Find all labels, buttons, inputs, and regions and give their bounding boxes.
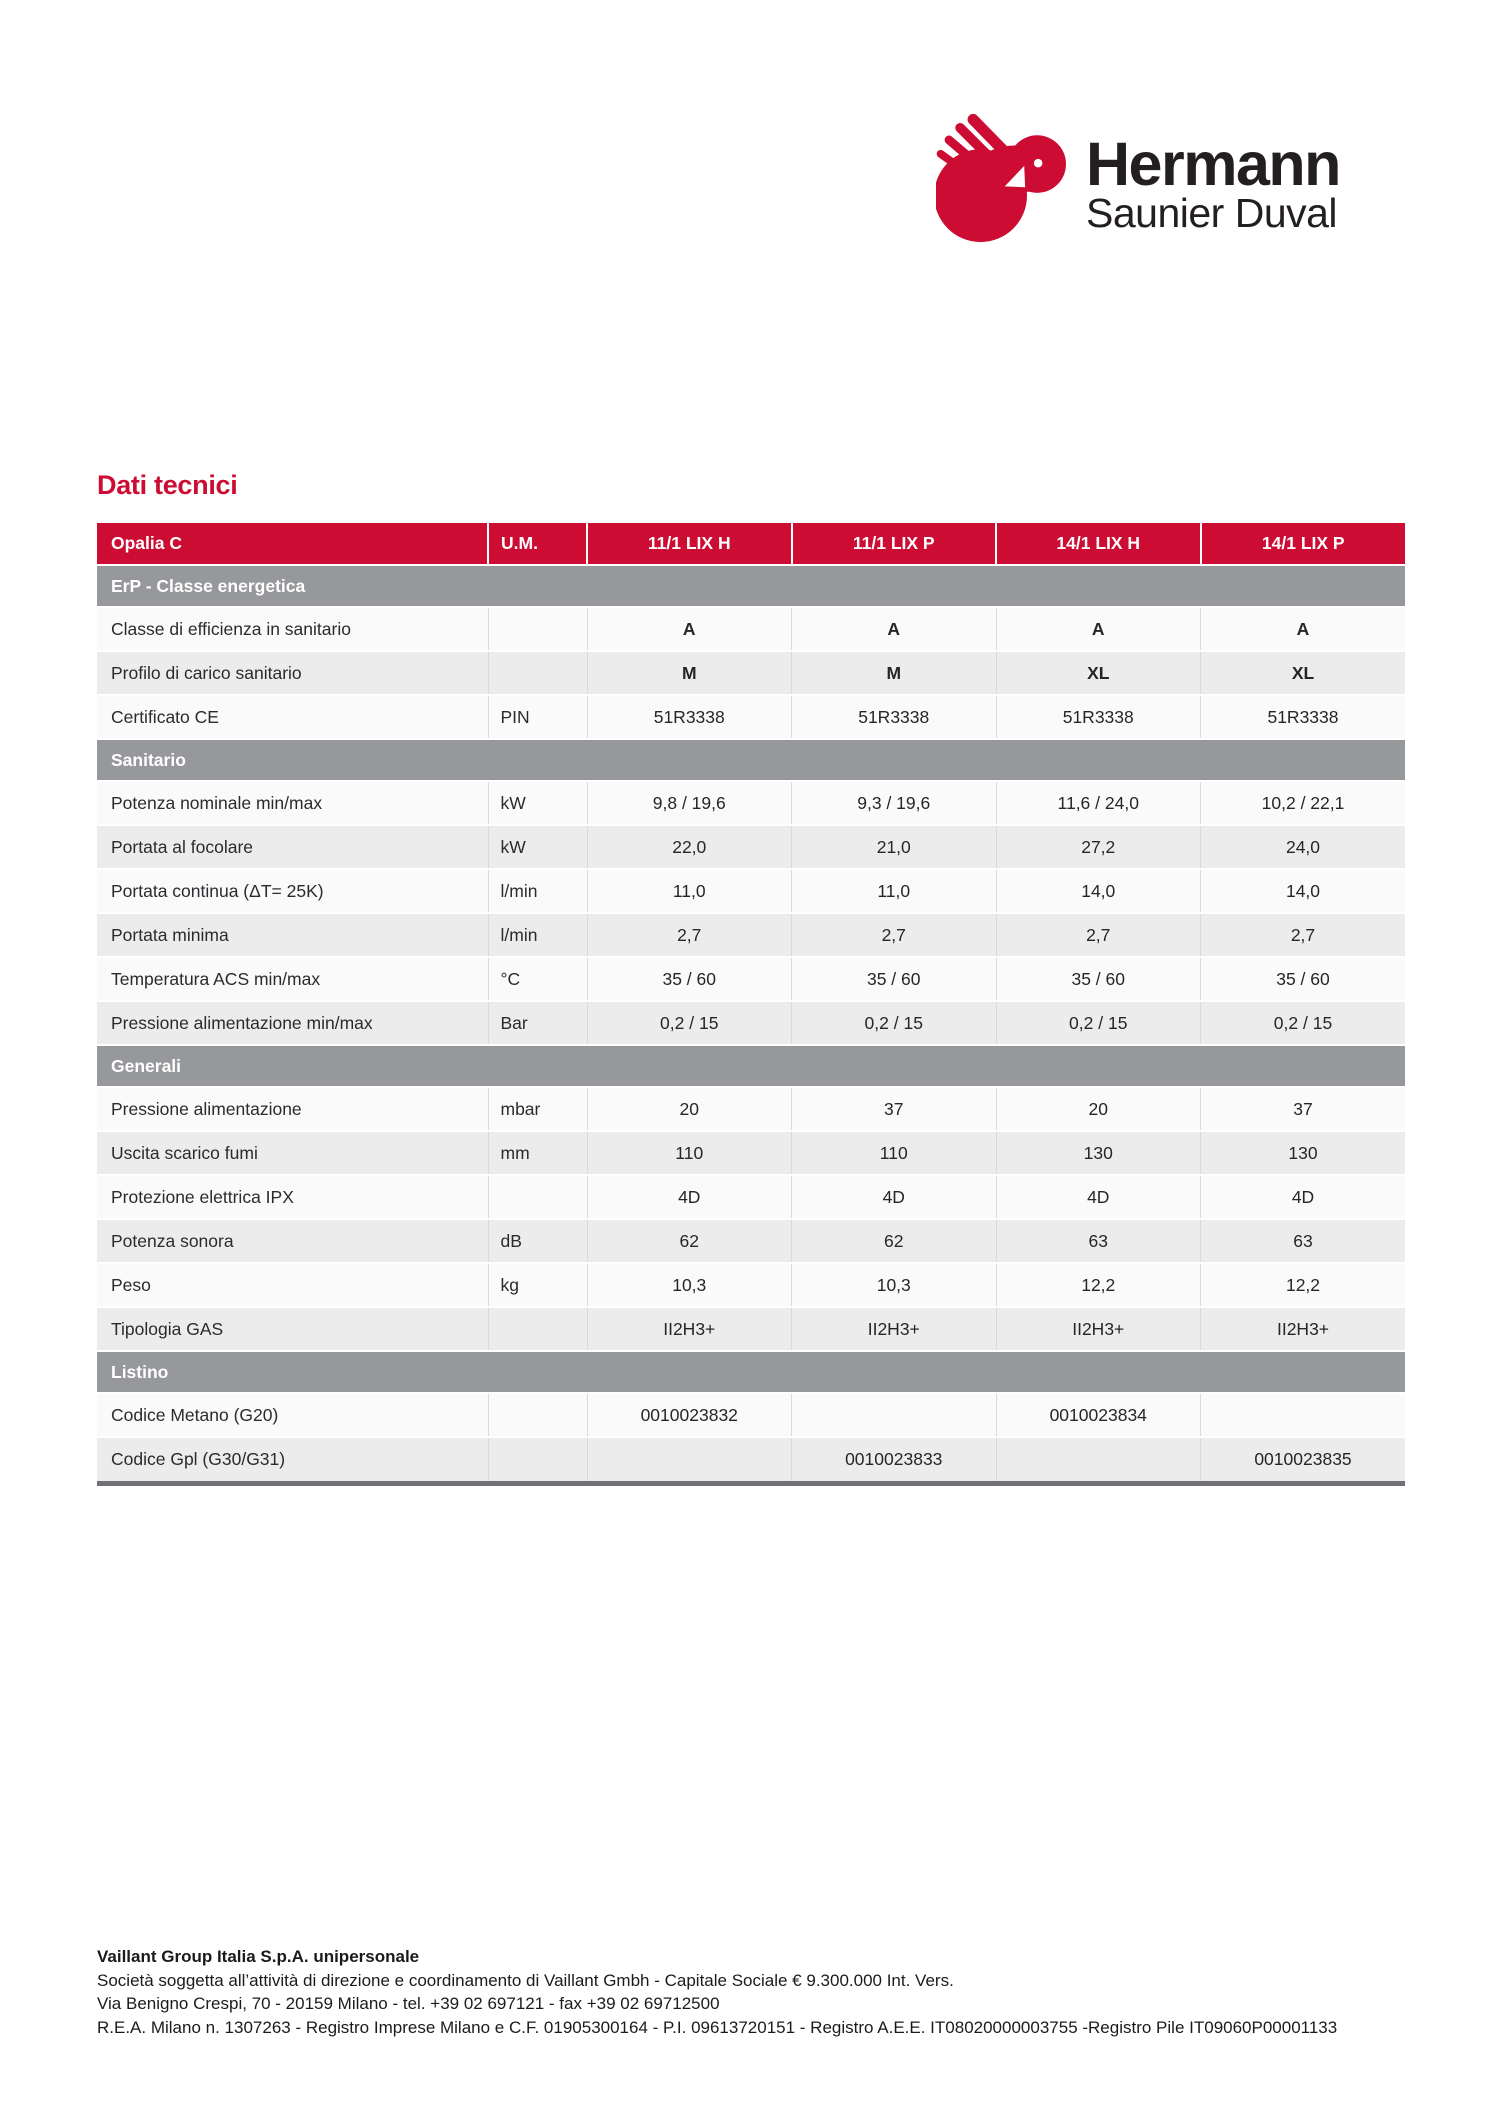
row-value: 20 — [587, 1087, 792, 1131]
table-row — [97, 957, 1405, 1001]
table-row — [97, 651, 1405, 695]
row-value: 12,2 — [996, 1263, 1201, 1307]
footer-line: Via Benigno Crespi, 70 - 20159 Milano - tel. +39 02 697121 - fax +39 02 69712500 — [97, 1994, 720, 2013]
table-row — [97, 1001, 1405, 1045]
table-row — [97, 869, 1405, 913]
row-value: 2,7 — [1201, 913, 1406, 957]
row-label: Uscita scarico fumi — [97, 1131, 488, 1175]
table-row — [97, 1087, 1405, 1131]
row-value: 130 — [996, 1131, 1201, 1175]
row-value: 9,8 / 19,6 — [587, 781, 792, 825]
row-value: 0010023835 — [1201, 1437, 1406, 1481]
table-row — [97, 781, 1405, 825]
row-value: II2H3+ — [1201, 1307, 1406, 1351]
row-value: 0,2 / 15 — [1201, 1001, 1406, 1045]
row-value: 51R3338 — [587, 695, 792, 739]
footer-line: R.E.A. Milano n. 1307263 - Registro Imprese Milano e C.F. 01905300164 - P.I. 09613720151 - Registro A.E.E. IT08020000003755 -Registro Pile IT09060P00001133 — [97, 2017, 1338, 2037]
row-label: Portata minima — [97, 913, 488, 957]
row-value: 51R3338 — [1201, 695, 1406, 739]
row-label: Portata al focolare — [97, 825, 488, 869]
row-value: A — [1201, 607, 1406, 651]
row-value: 9,3 / 19,6 — [792, 781, 997, 825]
row-value: 12,2 — [1201, 1263, 1406, 1307]
row-value: M — [587, 651, 792, 695]
row-value: 2,7 — [587, 913, 792, 957]
row-value: II2H3+ — [587, 1307, 792, 1351]
header-model: 11/1 LIX H — [587, 523, 792, 565]
row-value: 51R3338 — [996, 695, 1201, 739]
row-unit: PIN — [488, 695, 587, 739]
row-value: 0010023834 — [996, 1393, 1201, 1437]
row-value: 4D — [587, 1175, 792, 1219]
row-value: 11,6 / 24,0 — [996, 781, 1201, 825]
row-unit — [488, 651, 587, 695]
row-label: Portata continua (ΔT= 25K) — [97, 869, 488, 913]
row-value — [792, 1393, 997, 1437]
header-um: U.M. — [488, 523, 587, 565]
row-label: Codice Metano (G20) — [97, 1393, 488, 1437]
brand-subname: Saunier Duval — [1086, 190, 1338, 236]
row-label: Codice Gpl (G30/G31) — [97, 1437, 488, 1481]
row-unit: mbar — [488, 1087, 587, 1131]
row-value: 63 — [996, 1219, 1201, 1263]
table-row — [97, 695, 1405, 739]
row-value: 0,2 / 15 — [587, 1001, 792, 1045]
row-value: 51R3338 — [792, 695, 997, 739]
row-value: 37 — [1201, 1087, 1406, 1131]
row-value: 37 — [792, 1087, 997, 1131]
section-title: Listino — [97, 1351, 1405, 1393]
footer-line: Società soggetta all’attività di direzione e coordinamento di Vaillant Gmbh - Capitale Sociale € 9.300.000 Int. Vers. — [97, 1970, 954, 1990]
header-product: Opalia C — [97, 523, 488, 565]
row-value: 14,0 — [1201, 869, 1406, 913]
row-unit: kg — [488, 1263, 587, 1307]
row-label: Pressione alimentazione min/max — [97, 1001, 488, 1045]
row-value: 62 — [587, 1219, 792, 1263]
row-value: 21,0 — [792, 825, 997, 869]
table-header-row — [97, 523, 1405, 565]
row-unit: °C — [488, 957, 587, 1001]
company-footer — [97, 1945, 1457, 2039]
row-value: 11,0 — [587, 869, 792, 913]
row-value: 110 — [792, 1131, 997, 1175]
row-label: Pressione alimentazione — [97, 1087, 488, 1131]
header-model: 11/1 LIX P — [792, 523, 997, 565]
row-label: Profilo di carico sanitario — [97, 651, 488, 695]
row-value: 4D — [1201, 1175, 1406, 1219]
row-value: 110 — [587, 1131, 792, 1175]
footer-company-name: Vaillant Group Italia S.p.A. unipersonale — [97, 1947, 420, 1966]
row-unit — [488, 1393, 587, 1437]
row-value: XL — [1201, 651, 1406, 695]
table-body — [97, 565, 1405, 1481]
row-unit: l/min — [488, 913, 587, 957]
row-unit: kW — [488, 825, 587, 869]
section-title: Generali — [97, 1045, 1405, 1087]
row-value: 0,2 / 15 — [996, 1001, 1201, 1045]
page-title: Dati tecnici — [97, 470, 238, 500]
table-row — [97, 1219, 1405, 1263]
row-value: 35 / 60 — [792, 957, 997, 1001]
row-value: 11,0 — [792, 869, 997, 913]
row-unit: l/min — [488, 869, 587, 913]
row-label: Potenza nominale min/max — [97, 781, 488, 825]
row-label: Peso — [97, 1263, 488, 1307]
row-unit: dB — [488, 1219, 587, 1263]
row-value: II2H3+ — [792, 1307, 997, 1351]
row-value: 4D — [996, 1175, 1201, 1219]
row-label: Classe di efficienza in sanitario — [97, 607, 488, 651]
row-unit: kW — [488, 781, 587, 825]
row-label: Temperatura ACS min/max — [97, 957, 488, 1001]
row-unit — [488, 1437, 587, 1481]
table-row — [97, 1307, 1405, 1351]
row-label: Tipologia GAS — [97, 1307, 488, 1351]
row-value: 130 — [1201, 1131, 1406, 1175]
table-row — [97, 607, 1405, 651]
table-row — [97, 913, 1405, 957]
section-header-row — [97, 1045, 1405, 1087]
row-value: 27,2 — [996, 825, 1201, 869]
saunier-duval-bird-icon — [936, 112, 1066, 244]
row-value: 14,0 — [996, 869, 1201, 913]
row-value: 10,3 — [587, 1263, 792, 1307]
row-unit: mm — [488, 1131, 587, 1175]
table-row — [97, 1263, 1405, 1307]
row-value: XL — [996, 651, 1201, 695]
row-value: 0010023832 — [587, 1393, 792, 1437]
header-model: 14/1 LIX H — [996, 523, 1201, 565]
row-value: A — [996, 607, 1201, 651]
row-value: 10,3 — [792, 1263, 997, 1307]
section-title: Sanitario — [97, 739, 1405, 781]
row-value — [1201, 1393, 1406, 1437]
row-value: II2H3+ — [996, 1307, 1201, 1351]
row-value: 2,7 — [996, 913, 1201, 957]
row-label: Certificato CE — [97, 695, 488, 739]
row-value: 24,0 — [1201, 825, 1406, 869]
row-value: M — [792, 651, 997, 695]
row-unit — [488, 607, 587, 651]
row-value: A — [587, 607, 792, 651]
technical-data-table — [97, 523, 1405, 1486]
table-row — [97, 1131, 1405, 1175]
row-value: 35 / 60 — [996, 957, 1201, 1001]
row-unit — [488, 1175, 587, 1219]
table-row — [97, 1437, 1405, 1481]
row-value: 63 — [1201, 1219, 1406, 1263]
row-value: 0,2 / 15 — [792, 1001, 997, 1045]
row-value: 4D — [792, 1175, 997, 1219]
row-value: 22,0 — [587, 825, 792, 869]
section-header-row — [97, 739, 1405, 781]
row-unit — [488, 1307, 587, 1351]
section-header-row — [97, 1351, 1405, 1393]
brand-logo — [936, 112, 1340, 244]
section-header-row — [97, 565, 1405, 607]
row-value — [587, 1437, 792, 1481]
row-value: 20 — [996, 1087, 1201, 1131]
row-value: 0010023833 — [792, 1437, 997, 1481]
row-unit: Bar — [488, 1001, 587, 1045]
table-row — [97, 1175, 1405, 1219]
section-title: ErP - Classe energetica — [97, 565, 1405, 607]
table-row — [97, 825, 1405, 869]
row-value: 62 — [792, 1219, 997, 1263]
row-value — [996, 1437, 1201, 1481]
brand-name: Hermann — [1086, 130, 1340, 198]
row-value: 35 / 60 — [1201, 957, 1406, 1001]
row-value: 10,2 / 22,1 — [1201, 781, 1406, 825]
row-value: A — [792, 607, 997, 651]
header-model: 14/1 LIX P — [1201, 523, 1406, 565]
row-label: Protezione elettrica IPX — [97, 1175, 488, 1219]
row-value: 2,7 — [792, 913, 997, 957]
table-row — [97, 1393, 1405, 1437]
row-label: Potenza sonora — [97, 1219, 488, 1263]
row-value: 35 / 60 — [587, 957, 792, 1001]
